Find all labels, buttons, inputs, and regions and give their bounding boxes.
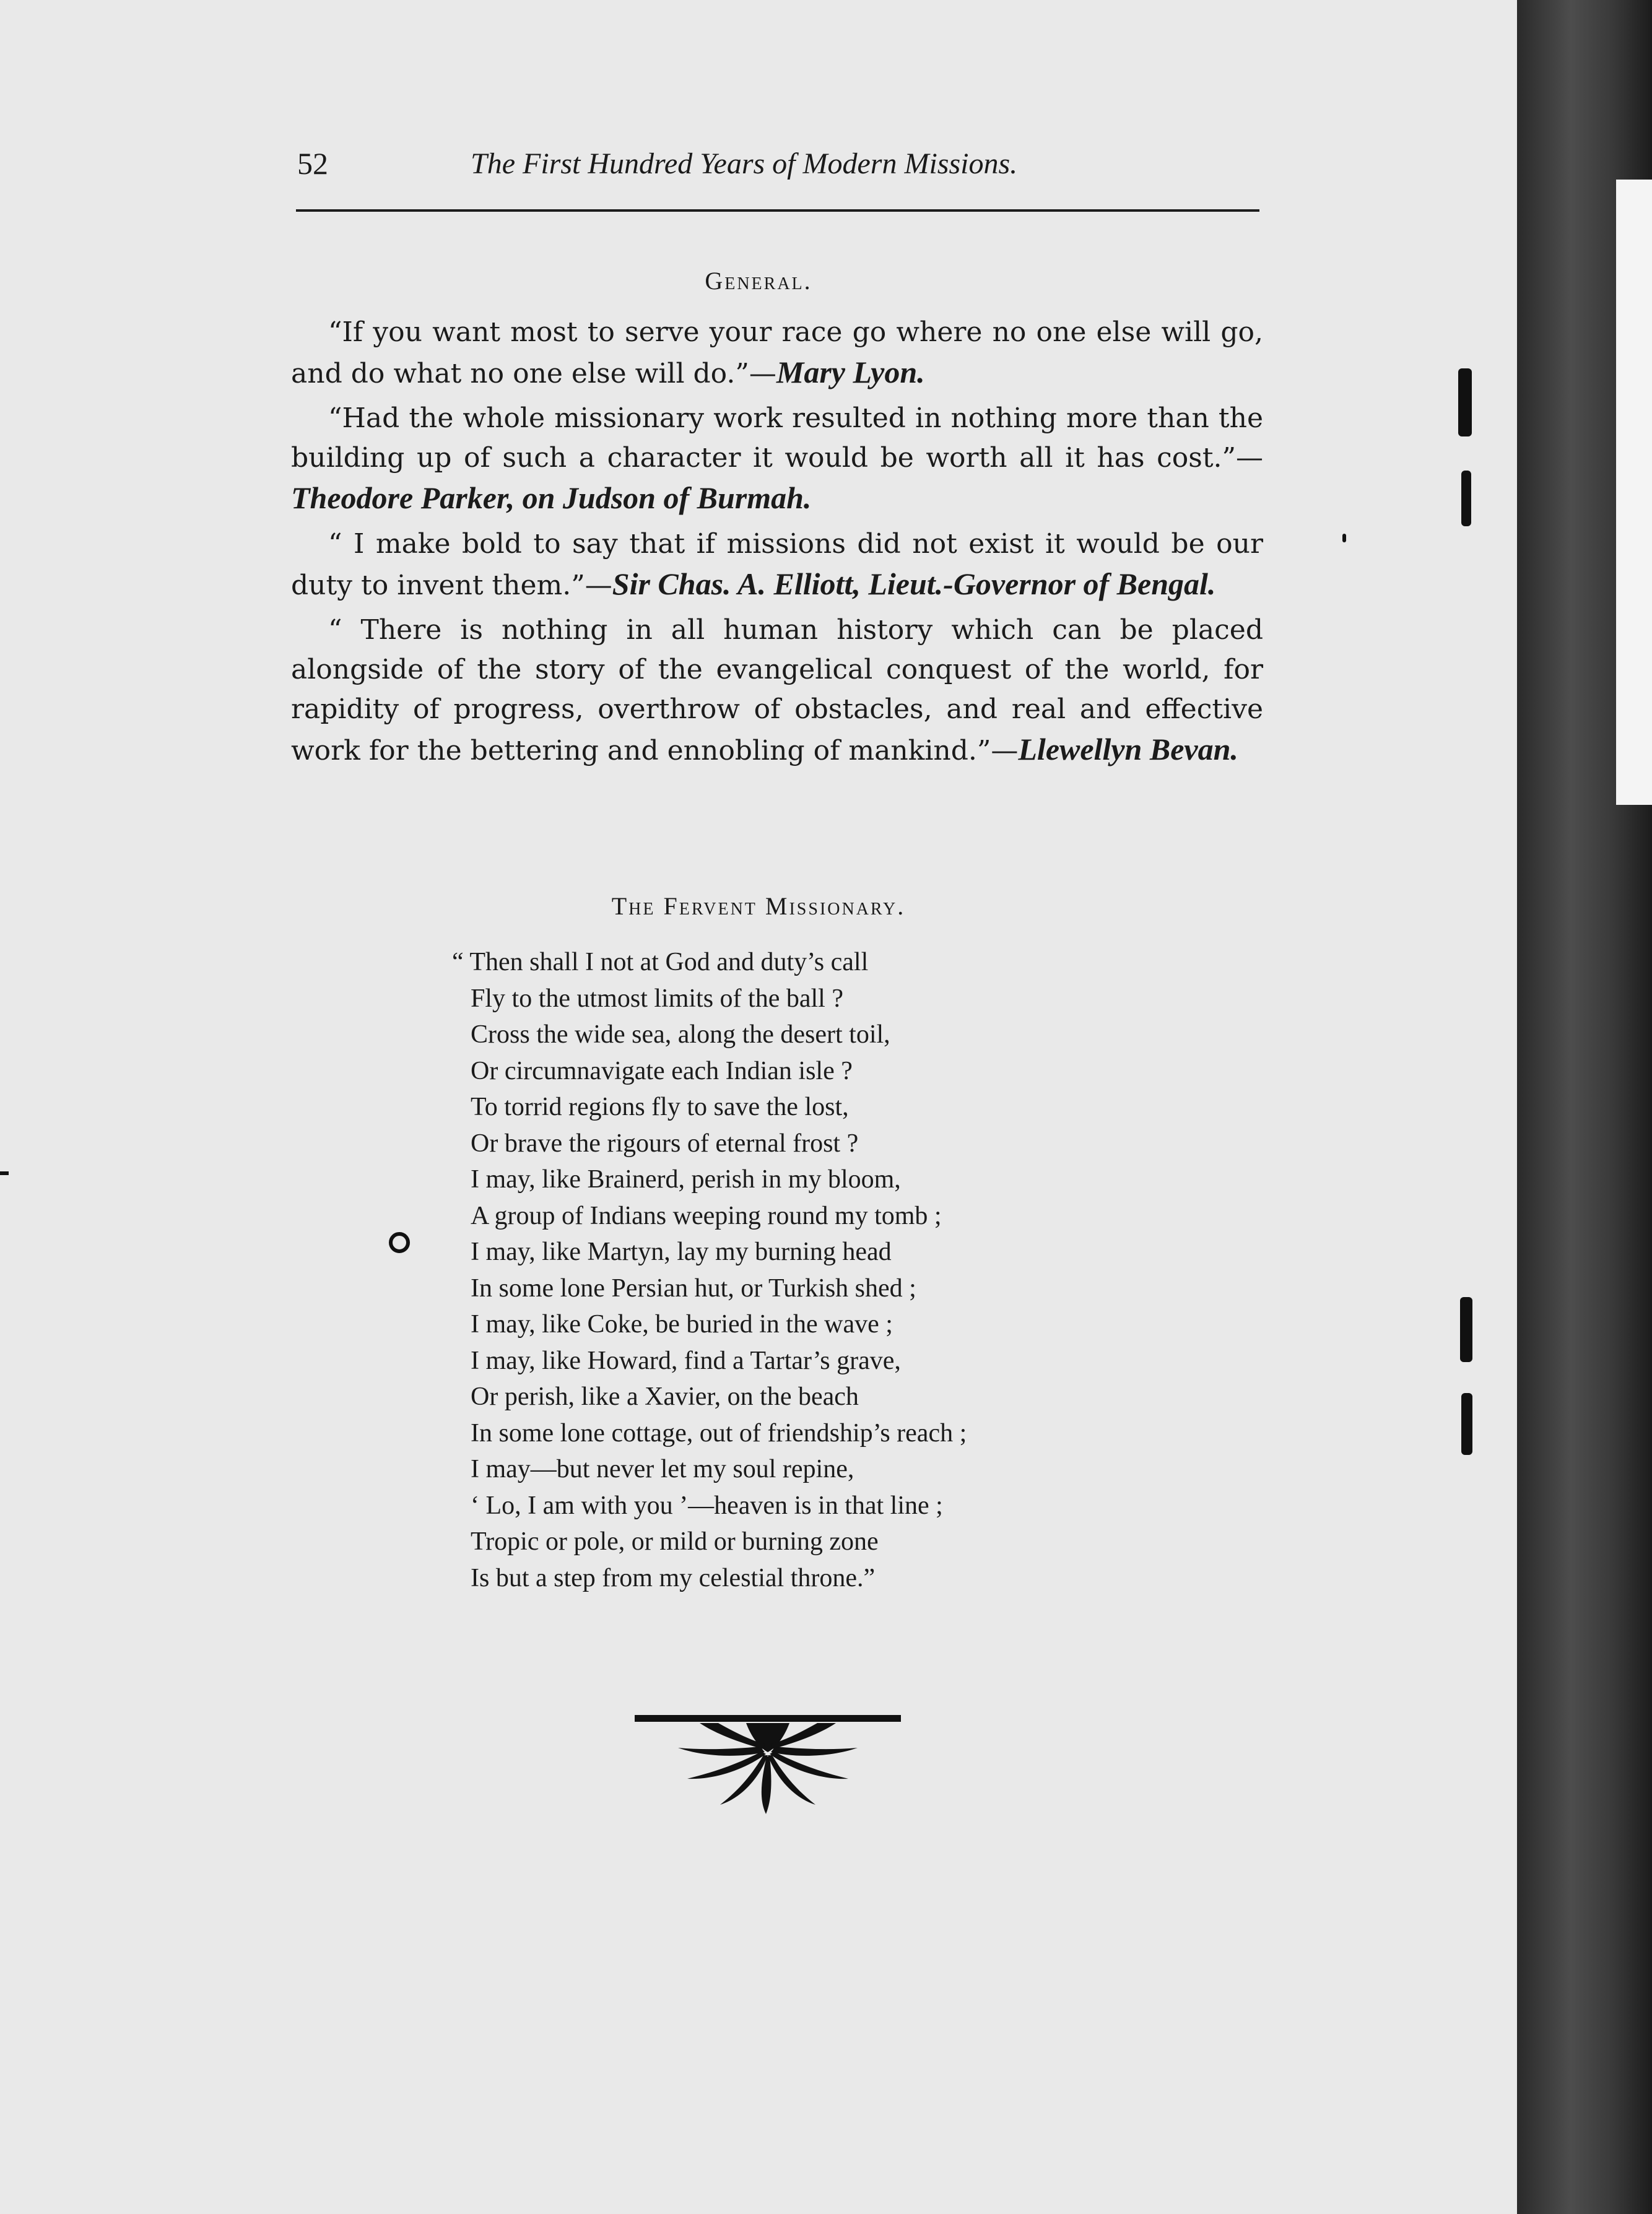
spine-paper-slip — [1616, 180, 1652, 805]
poem-line: Tropic or pole, or mild or burning zone — [471, 1527, 879, 1556]
quote-attribution: Theodore Parker, on Judson of Burmah. — [291, 480, 812, 515]
poem-line: Cross the wide sea, along the desert toil, — [471, 1020, 890, 1049]
scan-speck — [1460, 1297, 1472, 1362]
running-title: The First Hundred Years of Modern Missions. — [471, 147, 1018, 180]
palmette-tailpiece-icon — [635, 1706, 901, 1817]
quote-text: “If you want most to serve your race go where no one else will go, and do what no one else will do.”— — [291, 316, 1263, 389]
poem-line: To torrid regions fly to save the lost, — [471, 1093, 849, 1121]
section-heading-general: General. — [705, 267, 812, 295]
poem-line: I may, like Coke, be buried in the wave ; — [471, 1310, 893, 1339]
scan-speck — [1461, 1393, 1472, 1455]
scan-speck — [1342, 534, 1346, 542]
poem-line: ‘ Lo, I am with you ’—heaven is in that line ; — [471, 1491, 943, 1520]
scan-speck — [1458, 368, 1472, 436]
quote-text: “ I make bold to say that if missions did not exist it would be our duty to invent them.”— — [291, 528, 1263, 601]
poem-line: I may—but never let my soul repine, — [471, 1455, 854, 1483]
header-rule — [296, 209, 1259, 212]
scan-speck — [389, 1232, 410, 1253]
quote-paragraph — [291, 399, 1263, 519]
poem-line: I may, like Martyn, lay my burning head — [471, 1238, 892, 1266]
quote-attribution: Sir Chas. A. Elliott, Lieut.-Governor of Bengal. — [612, 567, 1216, 601]
quotes-block — [291, 313, 1263, 776]
scan-speck — [1461, 471, 1471, 526]
quote-paragraph — [291, 313, 1263, 394]
poem-line: “ Then shall I not at God and duty’s call — [452, 948, 869, 976]
section-heading-fervent-missionary: The Fervent Missionary. — [611, 892, 906, 920]
poem-line: Fly to the utmost limits of the ball ? — [471, 984, 843, 1013]
poem-line: In some lone cottage, out of friendship’s reach ; — [471, 1418, 967, 1448]
quote-text: “ There is nothing in all human history which can be placed alongside of the story of the evangelical conquest of the world, for rapidity of progress, overthrow of obstacles, and real and effective work for the bettering and ennobling of mankind.”— — [291, 614, 1263, 766]
quote-attribution: Llewellyn Bevan. — [1018, 732, 1238, 766]
running-header — [297, 145, 1263, 195]
quote-paragraph — [291, 610, 1263, 771]
quote-text: “Had the whole missionary work resulted in nothing more than the building up of such a character it would be worth all it has cost.”— — [291, 402, 1263, 474]
page-number: 52 — [297, 146, 328, 181]
poem-line: In some lone Persian hut, or Turkish shed ; — [471, 1274, 916, 1303]
quote-attribution: Mary Lyon. — [776, 355, 925, 389]
poem-line: Or circumnavigate each Indian isle ? — [471, 1056, 853, 1085]
quote-paragraph — [291, 524, 1263, 606]
scan-speck — [0, 1171, 9, 1175]
poem-line: I may, like Brainerd, perish in my bloom, — [471, 1165, 901, 1194]
poem-line: Is but a step from my celestial throne.” — [471, 1563, 876, 1592]
poem — [452, 944, 1276, 1596]
poem-line: I may, like Howard, find a Tartar’s grave, — [471, 1346, 901, 1375]
poem-line: Or brave the rigours of eternal frost ? — [471, 1129, 859, 1158]
poem-line: A group of Indians weeping round my tomb ; — [471, 1201, 942, 1230]
poem-line: Or perish, like a Xavier, on the beach — [471, 1383, 859, 1411]
